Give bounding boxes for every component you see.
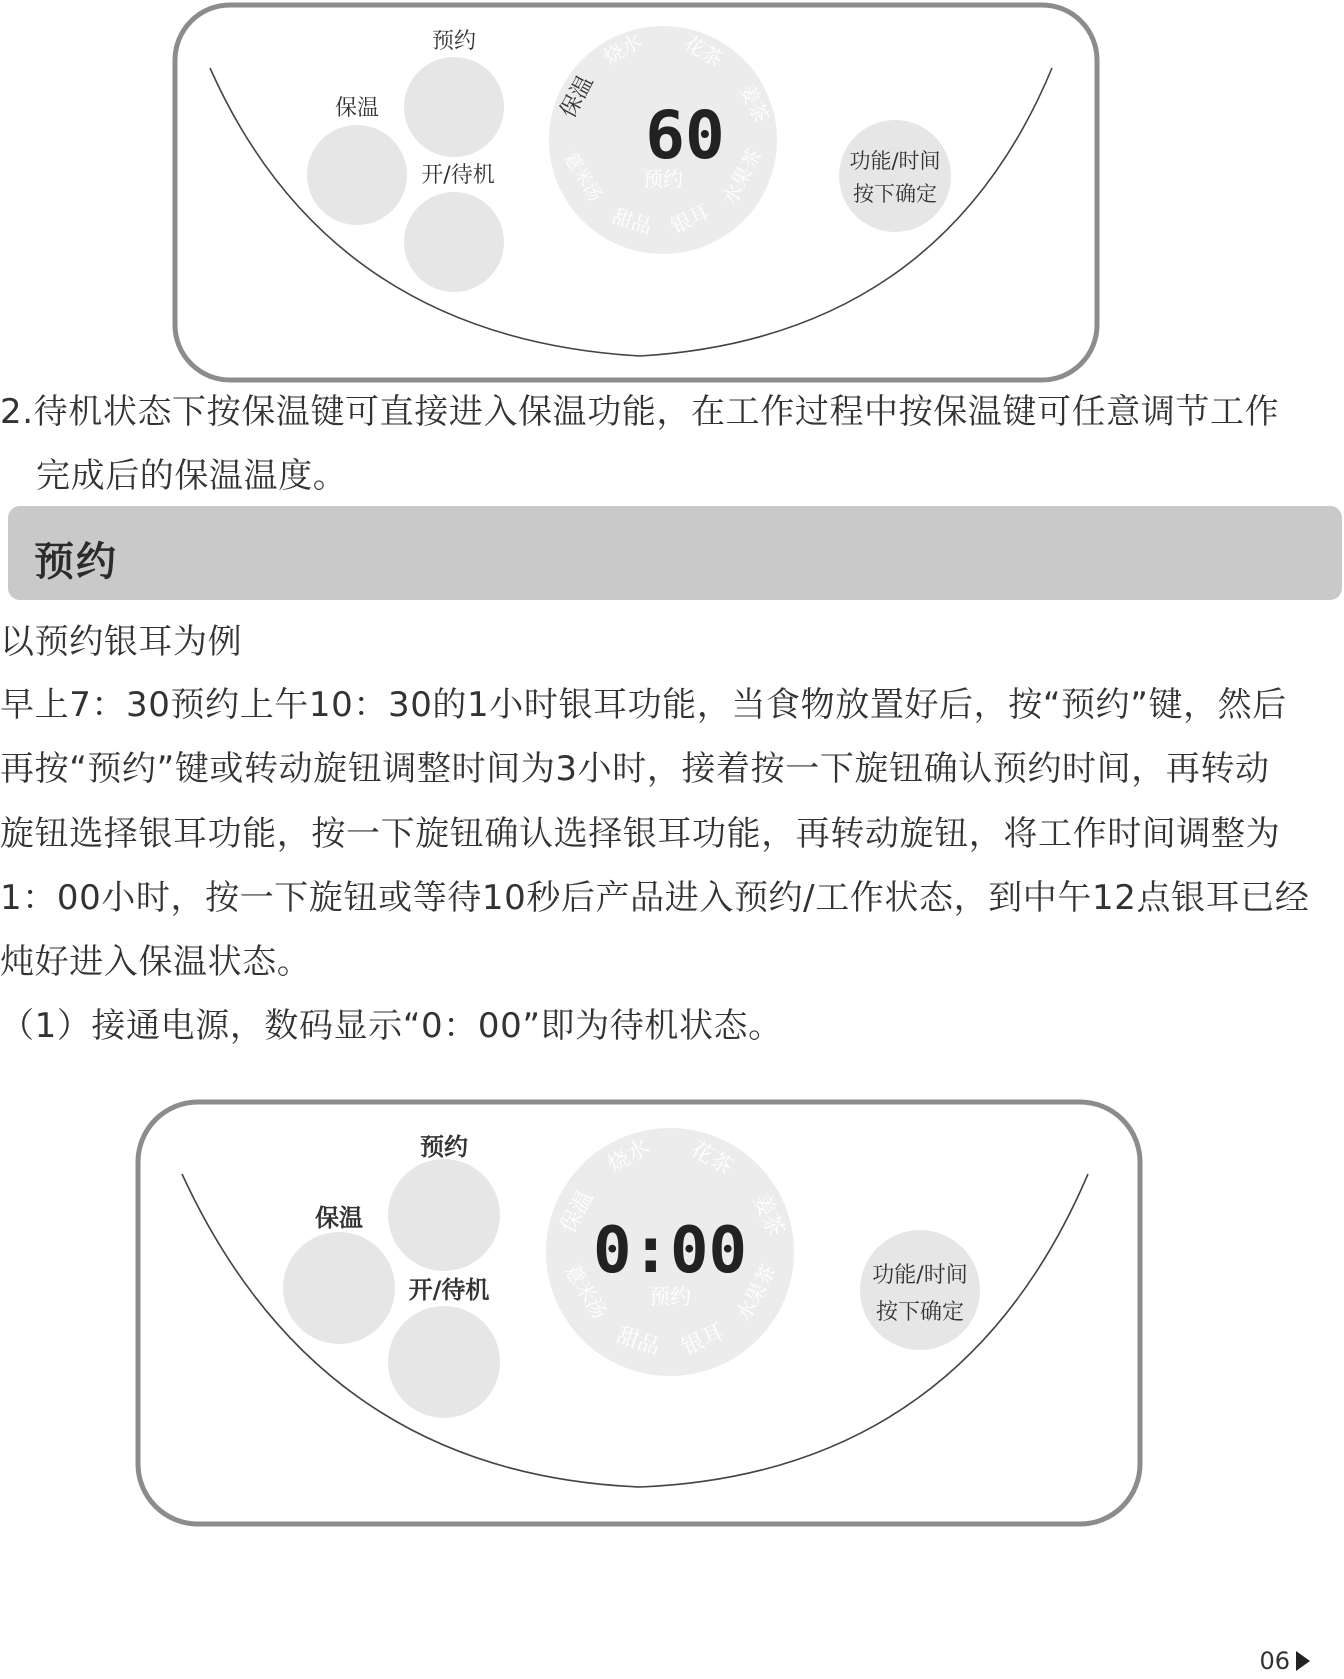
function-time-knob[interactable]: [839, 120, 951, 232]
dial-2-ring-fruit-tea: 水果茶: [731, 1260, 781, 1325]
dial-1-ring-keep-warm: 保温: [555, 71, 599, 123]
dial-2-ring-tremella: 银耳: [678, 1319, 729, 1361]
reserve-label: 预约: [431, 29, 477, 54]
function-time-label: 功能/时间: [849, 149, 941, 173]
reservation-line-5: 炖好进入保温状态。: [0, 942, 312, 982]
page-number-text: 06: [1259, 1647, 1290, 1675]
dial-2-ring-barley-soup: 薏米汤: [559, 1259, 613, 1324]
dial-1-ring-dessert: 甜品: [609, 203, 655, 239]
keep-warm-label: 保温: [334, 96, 380, 121]
dial-2-display: 0:00: [592, 1214, 748, 1288]
dial-1-ring-flower-tea: 花茶: [680, 30, 727, 72]
page-number: [1259, 1647, 1310, 1675]
reservation-line-4: 1：00小时，按一下旋钮或等待10秒后产品进入预约/工作状态，到中午12点银耳已经: [0, 878, 1310, 918]
press-confirm-label: 按下确定: [853, 182, 937, 206]
dial-2[interactable]: [546, 1128, 794, 1376]
reserve-label: 预约: [420, 1133, 468, 1161]
dial-2-center-label: 预约: [649, 1285, 691, 1309]
power-standby-button[interactable]: [404, 192, 504, 292]
power-standby-label: 开/待机: [408, 1276, 490, 1304]
reservation-example-title: 以预约银耳为例: [0, 622, 243, 662]
power-standby-button[interactable]: [388, 1306, 500, 1418]
dial-1-ring-tremella: 银耳: [666, 199, 714, 238]
press-confirm-label: 按下确定: [875, 1300, 965, 1325]
keep-warm-button[interactable]: [307, 125, 407, 225]
control-panel-2: [0, 1090, 1344, 1525]
dial-1-ring-fruit-tea: 水果茶: [717, 144, 767, 209]
reservation-line-1: 早上7：30预约上午10：30的1小时银耳功能，当食物放置好后，按“预约”键，然后: [0, 685, 1287, 725]
reserve-button[interactable]: [404, 57, 504, 157]
keep-warm-paragraph-line1: 2.待机状态下按保温键可直接进入保温功能，在工作过程中按保温键可任意调节工作: [0, 392, 1280, 432]
dial-2-ring-ginger-tea: 姜茶: [747, 1190, 789, 1241]
section-title: 预约: [34, 539, 118, 585]
control-panel-1: [0, 0, 1344, 390]
dial-2-ring-keep-warm: 保温: [555, 1186, 599, 1238]
reserve-button[interactable]: [388, 1159, 500, 1271]
power-standby-label: 开/待机: [421, 163, 495, 188]
dial-2-ring-flower-tea: 花茶: [685, 1136, 737, 1181]
function-time-knob[interactable]: [860, 1230, 980, 1350]
reservation-step-1: （1）接通电源，数码显示“0：00”即为待机状态。: [0, 1006, 783, 1046]
dial-1-display: 60: [645, 97, 725, 174]
keep-warm-paragraph-line2: 完成后的保温温度。: [36, 456, 348, 496]
reservation-line-3: 旋钮选择银耳功能，按一下旋钮确认选择银耳功能，再转动旋钮，将工作时间调整为: [0, 814, 1281, 854]
dial-1-center-label: 预约: [643, 167, 683, 191]
dial-2-ring-boil-water: 烧水: [603, 1134, 655, 1179]
section-header-bar: [8, 506, 1342, 600]
function-time-label: 功能/时间: [872, 1263, 968, 1288]
reservation-line-2: 再按“预约”键或转动旋钮调整时间为3小时，接着按一下旋钮确认预约时间，再转动: [0, 749, 1270, 789]
dial-1-ring-boil-water: 烧水: [599, 28, 646, 70]
dial-1[interactable]: [549, 26, 777, 254]
keep-warm-label: 保温: [315, 1204, 363, 1232]
dial-2-ring-dessert: 甜品: [613, 1323, 663, 1361]
dial-1-ring-barley-soup: 薏米汤: [559, 148, 606, 206]
dial-1-ring-ginger-tea: 姜茶: [735, 79, 774, 127]
next-arrow-icon: [1296, 1651, 1310, 1671]
keep-warm-button[interactable]: [283, 1232, 395, 1344]
